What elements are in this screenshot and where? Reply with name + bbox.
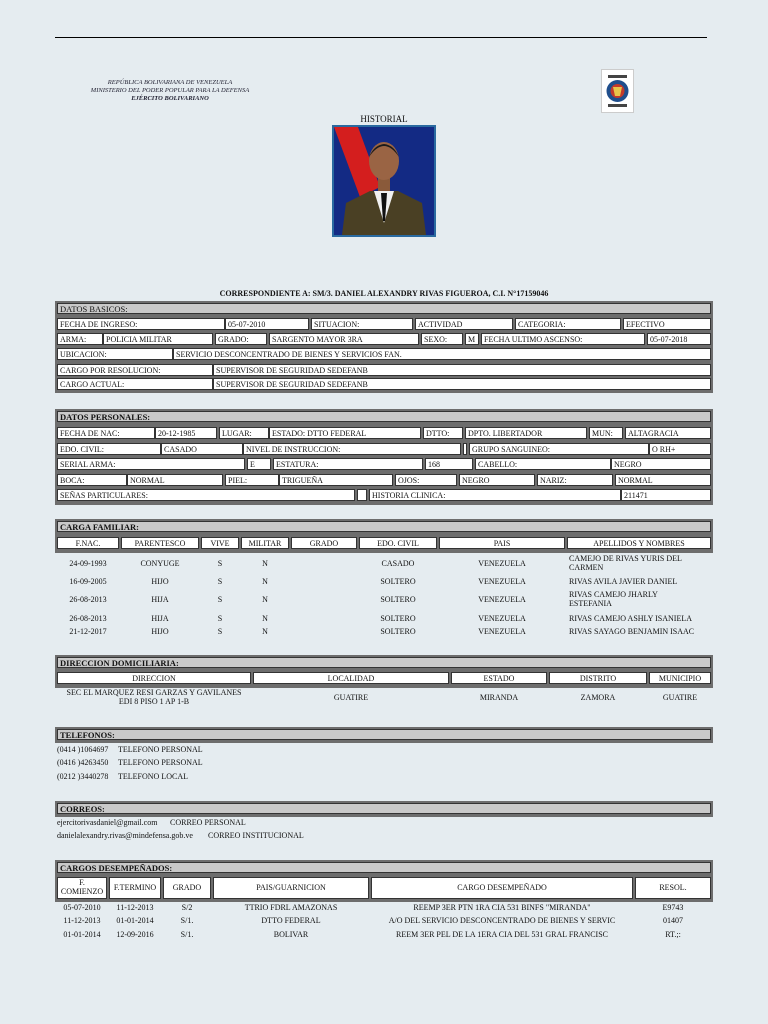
cell: E9743 — [662, 903, 684, 912]
cell: DTTO FEDERAL — [261, 916, 321, 925]
cell: VENEZUELA — [478, 577, 526, 586]
value: SERVICIO DESCONCENTRADO DE BIENES Y SERVICIOS FAN. — [173, 348, 711, 360]
col-header: ESTADO — [451, 672, 547, 684]
value: M — [465, 333, 479, 345]
cell: HIJO — [151, 627, 169, 636]
direccion-header-row — [55, 672, 713, 685]
cell: EDI 8 PISO 1 AP 1-B — [118, 697, 190, 706]
value: NEGRO — [611, 458, 711, 470]
basicos-row-4 — [55, 364, 713, 377]
cell: RIVAS SAYAGO BENJAMIN ISAAC — [569, 627, 695, 636]
value: 05-07-2018 — [647, 333, 711, 345]
col-header: APELLIDOS Y NOMBRES — [567, 537, 711, 549]
value: 20-12-1985 — [155, 427, 217, 439]
cell: S — [217, 577, 223, 586]
value: SUPERVISOR DE SEGURIDAD SEDEFANB — [213, 378, 711, 390]
label: OJOS: — [395, 474, 457, 486]
label: EDO. CIVIL: — [57, 443, 161, 455]
cell: S/1. — [180, 930, 194, 939]
label: SITUACION: — [311, 318, 413, 330]
col-header: CARGO DESEMPEÑADO — [371, 877, 633, 899]
basicos-row-3 — [55, 348, 713, 361]
col-header: GRADO — [163, 877, 211, 899]
cell: 11-12-2013 — [116, 903, 154, 912]
cell: RIVAS AVILA JAVIER DANIEL — [569, 577, 678, 586]
cargos-header-row — [55, 877, 713, 900]
carga-header-row — [55, 537, 713, 550]
value: 05-07-2010 — [225, 318, 309, 330]
ministry-header — [80, 79, 260, 103]
phone-type: TELEFONO LOCAL — [118, 772, 188, 781]
direccion-row — [55, 688, 713, 710]
value: 168 — [425, 458, 473, 470]
value: SARGENTO MAYOR 3RA — [269, 333, 419, 345]
value: NORMAL — [127, 474, 223, 486]
basicos-row-2 — [55, 333, 713, 346]
cell: GUATIRE — [333, 693, 369, 702]
cell: ESTEFANIA — [569, 599, 612, 608]
cell: ZAMORA — [580, 693, 616, 702]
army-crest-logo — [601, 69, 634, 113]
value: POLICIA MILITAR — [103, 333, 213, 345]
cell: HIJA — [151, 595, 169, 604]
col-header: EDO. CIVIL — [359, 537, 437, 549]
cell: RIVAS CAMEJO JHARLY — [569, 590, 658, 599]
value: TRIGUEÑA — [279, 474, 393, 486]
col-header: PAIS/GUARNICION — [213, 877, 369, 899]
personales-row-3 — [55, 458, 713, 471]
section-title: TELEFONOS: — [57, 729, 711, 740]
page-title: HISTORIAL — [360, 114, 408, 124]
col-header-line: F. — [79, 878, 85, 887]
label: MUN: — [589, 427, 623, 439]
label: NIVEL DE INSTRUCCION: — [243, 443, 461, 455]
value: E — [247, 458, 271, 470]
label: UBICACION: — [57, 348, 173, 360]
value-blank — [463, 443, 467, 455]
label: ARMA: — [57, 333, 103, 345]
cell: A/O DEL SERVICIO DESCONCENTRADO DE BIENES Y SERVIC — [388, 916, 616, 925]
cell: VENEZUELA — [478, 559, 526, 568]
cell: N — [262, 577, 268, 586]
cell: S — [217, 595, 223, 604]
label: FECHA ULTIMO ASCENSO: — [481, 333, 645, 345]
email-address[interactable]: ejercitorivasdaniel@gmail.com — [57, 818, 158, 827]
value: O RH+ — [649, 443, 711, 455]
cell: VENEZUELA — [478, 614, 526, 623]
label: CARGO ACTUAL: — [57, 378, 213, 390]
cell: CASADO — [381, 559, 415, 568]
cell: 01-01-2014 — [116, 916, 154, 925]
cell: VENEZUELA — [478, 595, 526, 604]
cell: S — [217, 614, 223, 623]
personales-row-1 — [55, 427, 713, 440]
cell: 11-12-2013 — [63, 916, 101, 925]
cell: 12-09-2016 — [116, 930, 154, 939]
cell: N — [262, 559, 268, 568]
correspondiente-line: CORRESPONDIENTE A: SM/3. DANIEL ALEXANDRY RIVAS FIGUEROA, C.I. N°17159046 — [219, 289, 549, 298]
col-header: GRADO — [291, 537, 357, 549]
phone-number: (0414 )1064697 — [57, 745, 109, 754]
cell: BOLIVAR — [273, 930, 309, 939]
cell: REEMP 3ER PTN 1RA CIA 531 BINFS "MIRANDA" — [413, 903, 591, 912]
value-blank — [357, 489, 367, 501]
value: ACTIVIDAD — [415, 318, 513, 330]
cell: 05-07-2010 — [63, 903, 101, 912]
cell: SOLTERO — [380, 577, 416, 586]
table-row — [55, 625, 713, 639]
cell: 21-12-2017 — [69, 627, 107, 636]
email-type: CORREO INSTITUCIONAL — [208, 831, 304, 840]
value: EFECTIVO — [623, 318, 711, 330]
col-header: PARENTESCO — [121, 537, 199, 549]
col-header: MUNICIPIO — [649, 672, 711, 684]
cell: GUATIRE — [662, 693, 698, 702]
cell: SOLTERO — [380, 627, 416, 636]
label: GRUPO SANGUINEO: — [469, 443, 649, 455]
cell: REEM 3ER PEL DE LA 1ERA CIA DEL 531 GRAL FRANCISC — [395, 930, 608, 939]
cell: N — [262, 614, 268, 623]
cell: S — [217, 627, 223, 636]
table-row — [55, 611, 713, 625]
top-rule — [55, 37, 707, 38]
label: PIEL: — [225, 474, 279, 486]
cell: N — [262, 595, 268, 604]
cell: CARMEN — [569, 563, 604, 572]
label: CATEGORIA: — [515, 318, 621, 330]
table-row — [55, 575, 713, 589]
table-row — [55, 553, 713, 575]
email-type: CORREO PERSONAL — [170, 818, 246, 827]
section-title: CORREOS: — [57, 803, 711, 814]
col-header: PAIS — [439, 537, 565, 549]
ministry-line-2: MINISTERIO DEL PODER POPULAR PARA LA DEFENSA — [90, 87, 250, 94]
phone-number: (0212 )3440278 — [57, 772, 109, 781]
col-header: F.NAC. — [57, 537, 119, 549]
ministry-line-1: REPÚBLICA BOLIVARIANA DE VENEZUELA — [107, 79, 233, 86]
section-title: DIRECCION DOMICILIARIA: — [57, 657, 711, 668]
phone-type: TELEFONO PERSONAL — [118, 758, 203, 767]
cell: SOLTERO — [380, 614, 416, 623]
label: SERIAL ARMA: — [57, 458, 245, 470]
cell: 01407 — [663, 916, 683, 925]
cell: 26-08-2013 — [69, 595, 107, 604]
label: CABELLO: — [475, 458, 611, 470]
personales-row-5 — [55, 489, 713, 502]
ministry-line-3: EJÉRCITO BOLIVARIANO — [131, 95, 209, 102]
value: NORMAL — [615, 474, 711, 486]
cell: 01-01-2014 — [63, 930, 101, 939]
cell: CONYUGE — [140, 559, 180, 568]
cell: VENEZUELA — [478, 627, 526, 636]
basicos-row-1 — [55, 318, 713, 331]
carga-rows — [55, 553, 713, 639]
label: GRADO: — [215, 333, 267, 345]
label: CARGO POR RESOLUCION: — [57, 364, 213, 376]
table-row — [55, 589, 713, 611]
telefonos-list — [55, 745, 713, 785]
cell: S — [217, 559, 223, 568]
section-title: CARGOS DESEMPEÑADOS: — [57, 862, 711, 873]
label: HISTORIA CLINICA: — [369, 489, 621, 501]
correos-section — [55, 801, 713, 817]
col-header: VIVE — [201, 537, 239, 549]
section-title: DATOS PERSONALES: — [57, 411, 711, 422]
cargos-rows — [55, 903, 713, 943]
col-header: DIRECCION — [57, 672, 251, 684]
correos-list — [55, 818, 713, 844]
col-header: RESOL. — [635, 877, 711, 899]
cell: TTRIO FDRL AMAZONAS — [244, 903, 338, 912]
cell: S/1. — [180, 916, 194, 925]
col-header: LOCALIDAD — [253, 672, 449, 684]
value: 211471 — [621, 489, 711, 501]
cell: RIVAS CAMEJO ASHLY ISANIELA — [569, 614, 692, 623]
label: ESTATURA: — [273, 458, 423, 470]
cell: HIJO — [151, 577, 169, 586]
value: DPTO. LIBERTADOR — [465, 427, 587, 439]
col-header — [57, 877, 107, 899]
value: NEGRO — [459, 474, 535, 486]
label: FECHA DE NAC: — [57, 427, 155, 439]
cell: 24-09-1993 — [69, 559, 107, 568]
col-header: MILITAR — [241, 537, 289, 549]
basicos-row-5 — [55, 378, 713, 391]
value: ESTADO: DTTO FEDERAL — [269, 427, 421, 439]
label: SEÑAS PARTICULARES: — [57, 489, 355, 501]
cell: S/2 — [181, 903, 193, 912]
value: CASADO — [161, 443, 243, 455]
phone-type: TELEFONO PERSONAL — [118, 745, 203, 754]
label: SEXO: — [421, 333, 463, 345]
col-header: DISTRITO — [549, 672, 647, 684]
value: ALTAGRACIA — [625, 427, 711, 439]
cell: 26-08-2013 — [69, 614, 107, 623]
personales-row-4 — [55, 474, 713, 487]
profile-photo — [332, 125, 436, 237]
label: DTTO: — [423, 427, 463, 439]
label: BOCA: — [57, 474, 127, 486]
section-title: DATOS BASICOS: — [57, 303, 711, 314]
label: NARIZ: — [537, 474, 613, 486]
cell: SEC EL MARQUEZ RESI GARZAS Y GAVILANES — [66, 688, 242, 697]
col-header: F.TERMINO — [109, 877, 161, 899]
cell: HIJA — [151, 614, 169, 623]
label: FECHA DE INGRESO: — [57, 318, 225, 330]
phone-number: (0416 )4263450 — [57, 758, 109, 767]
cell: RT.;: — [665, 930, 681, 939]
section-title: CARGA FAMILIAR: — [57, 521, 711, 532]
col-header-line: COMIENZO — [60, 887, 104, 896]
cell: N — [262, 627, 268, 636]
cell: 16-09-2005 — [69, 577, 107, 586]
cell: MIRANDA — [479, 693, 519, 702]
telefonos-section — [55, 727, 713, 743]
cell: CAMEJO DE RIVAS YURIS DEL — [569, 554, 682, 563]
personales-row-2 — [55, 443, 713, 456]
cell: SOLTERO — [380, 595, 416, 604]
label: LUGAR: — [219, 427, 269, 439]
email-address[interactable]: danielalexandry.rivas@mindefensa.gob.ve — [57, 831, 193, 840]
value: SUPERVISOR DE SEGURIDAD SEDEFANB — [213, 364, 711, 376]
